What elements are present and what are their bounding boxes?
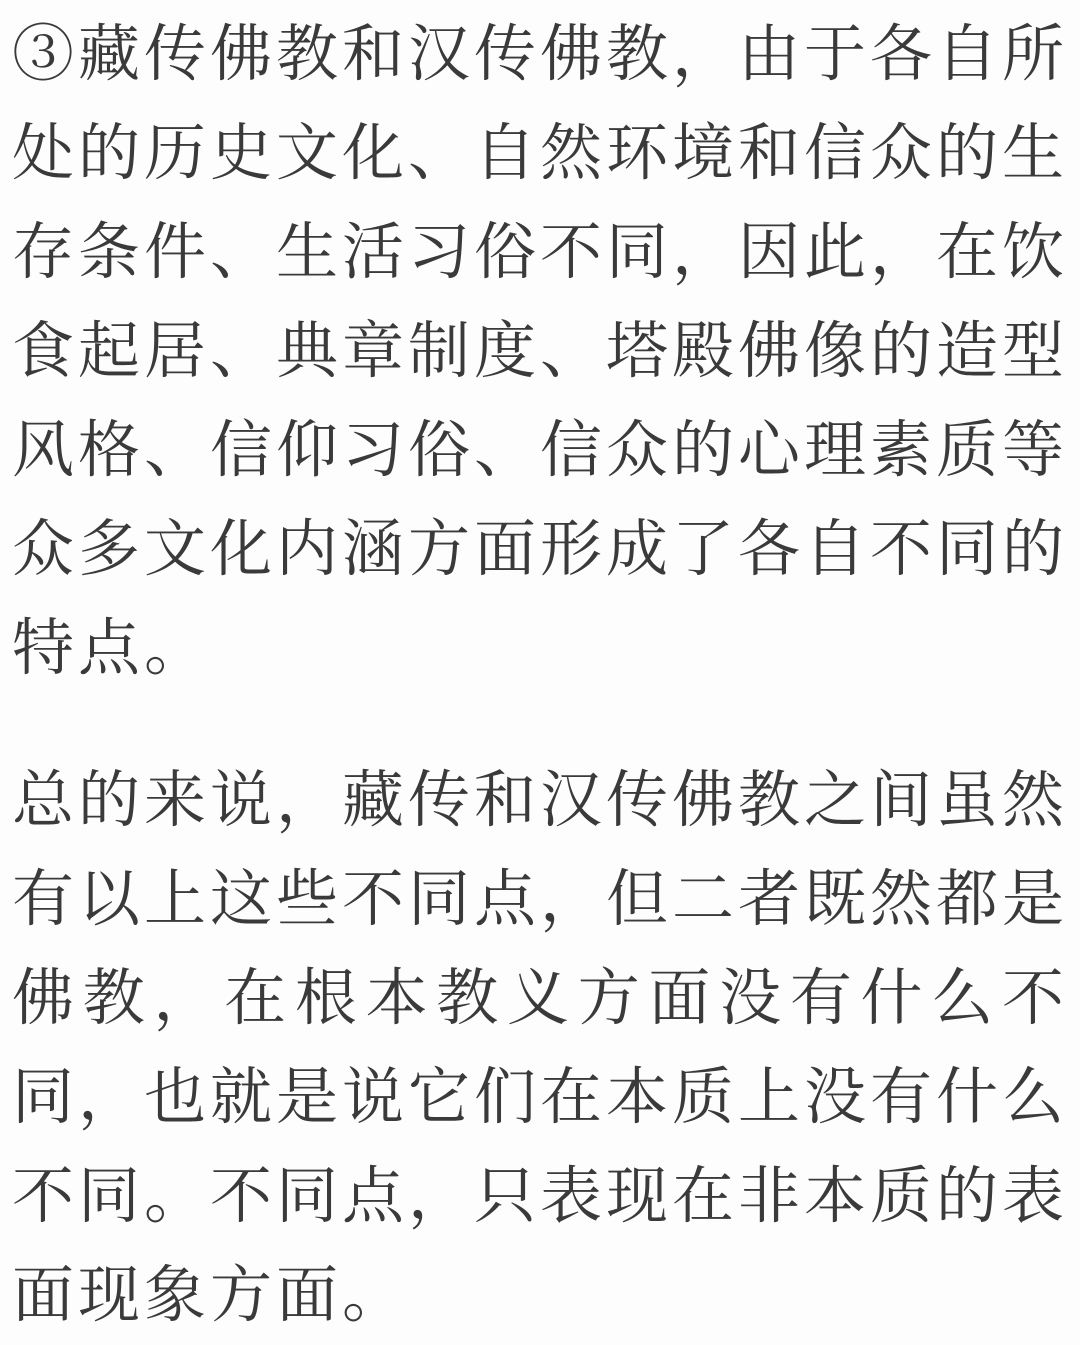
text-line: 处的历史文化、自然环境和信众的生 bbox=[12, 119, 1069, 188]
paragraph-1 bbox=[12, 5, 1068, 698]
text-line: 有以上这些不同点，但二者既然都是 bbox=[12, 865, 1069, 934]
text-line: 同，也就是说它们在本质上没有什么 bbox=[12, 1063, 1069, 1132]
text-line: 食起居、典章制度、塔殿佛像的造型 bbox=[12, 317, 1069, 386]
text-line: 风格、信仰习俗、信众的心理素质等 bbox=[12, 416, 1069, 485]
text-line: 特点。 bbox=[12, 614, 211, 683]
text-line: 总的来说，藏传和汉传佛教之间虽然 bbox=[12, 766, 1069, 835]
text-line: 佛教，在根本教义方面没有什么不 bbox=[12, 964, 1068, 1033]
text-line: 存条件、生活习俗不同，因此，在饮 bbox=[12, 218, 1069, 287]
text-line: ③藏传佛教和汉传佛教，由于各自所 bbox=[12, 20, 1069, 89]
paragraph-2 bbox=[12, 751, 1068, 1345]
text-line: 不同。不同点，只表现在非本质的表 bbox=[12, 1162, 1069, 1231]
text-line: 众多文化内涵方面形成了各自不同的 bbox=[12, 515, 1069, 584]
text-line: 面现象方面。 bbox=[12, 1261, 409, 1330]
